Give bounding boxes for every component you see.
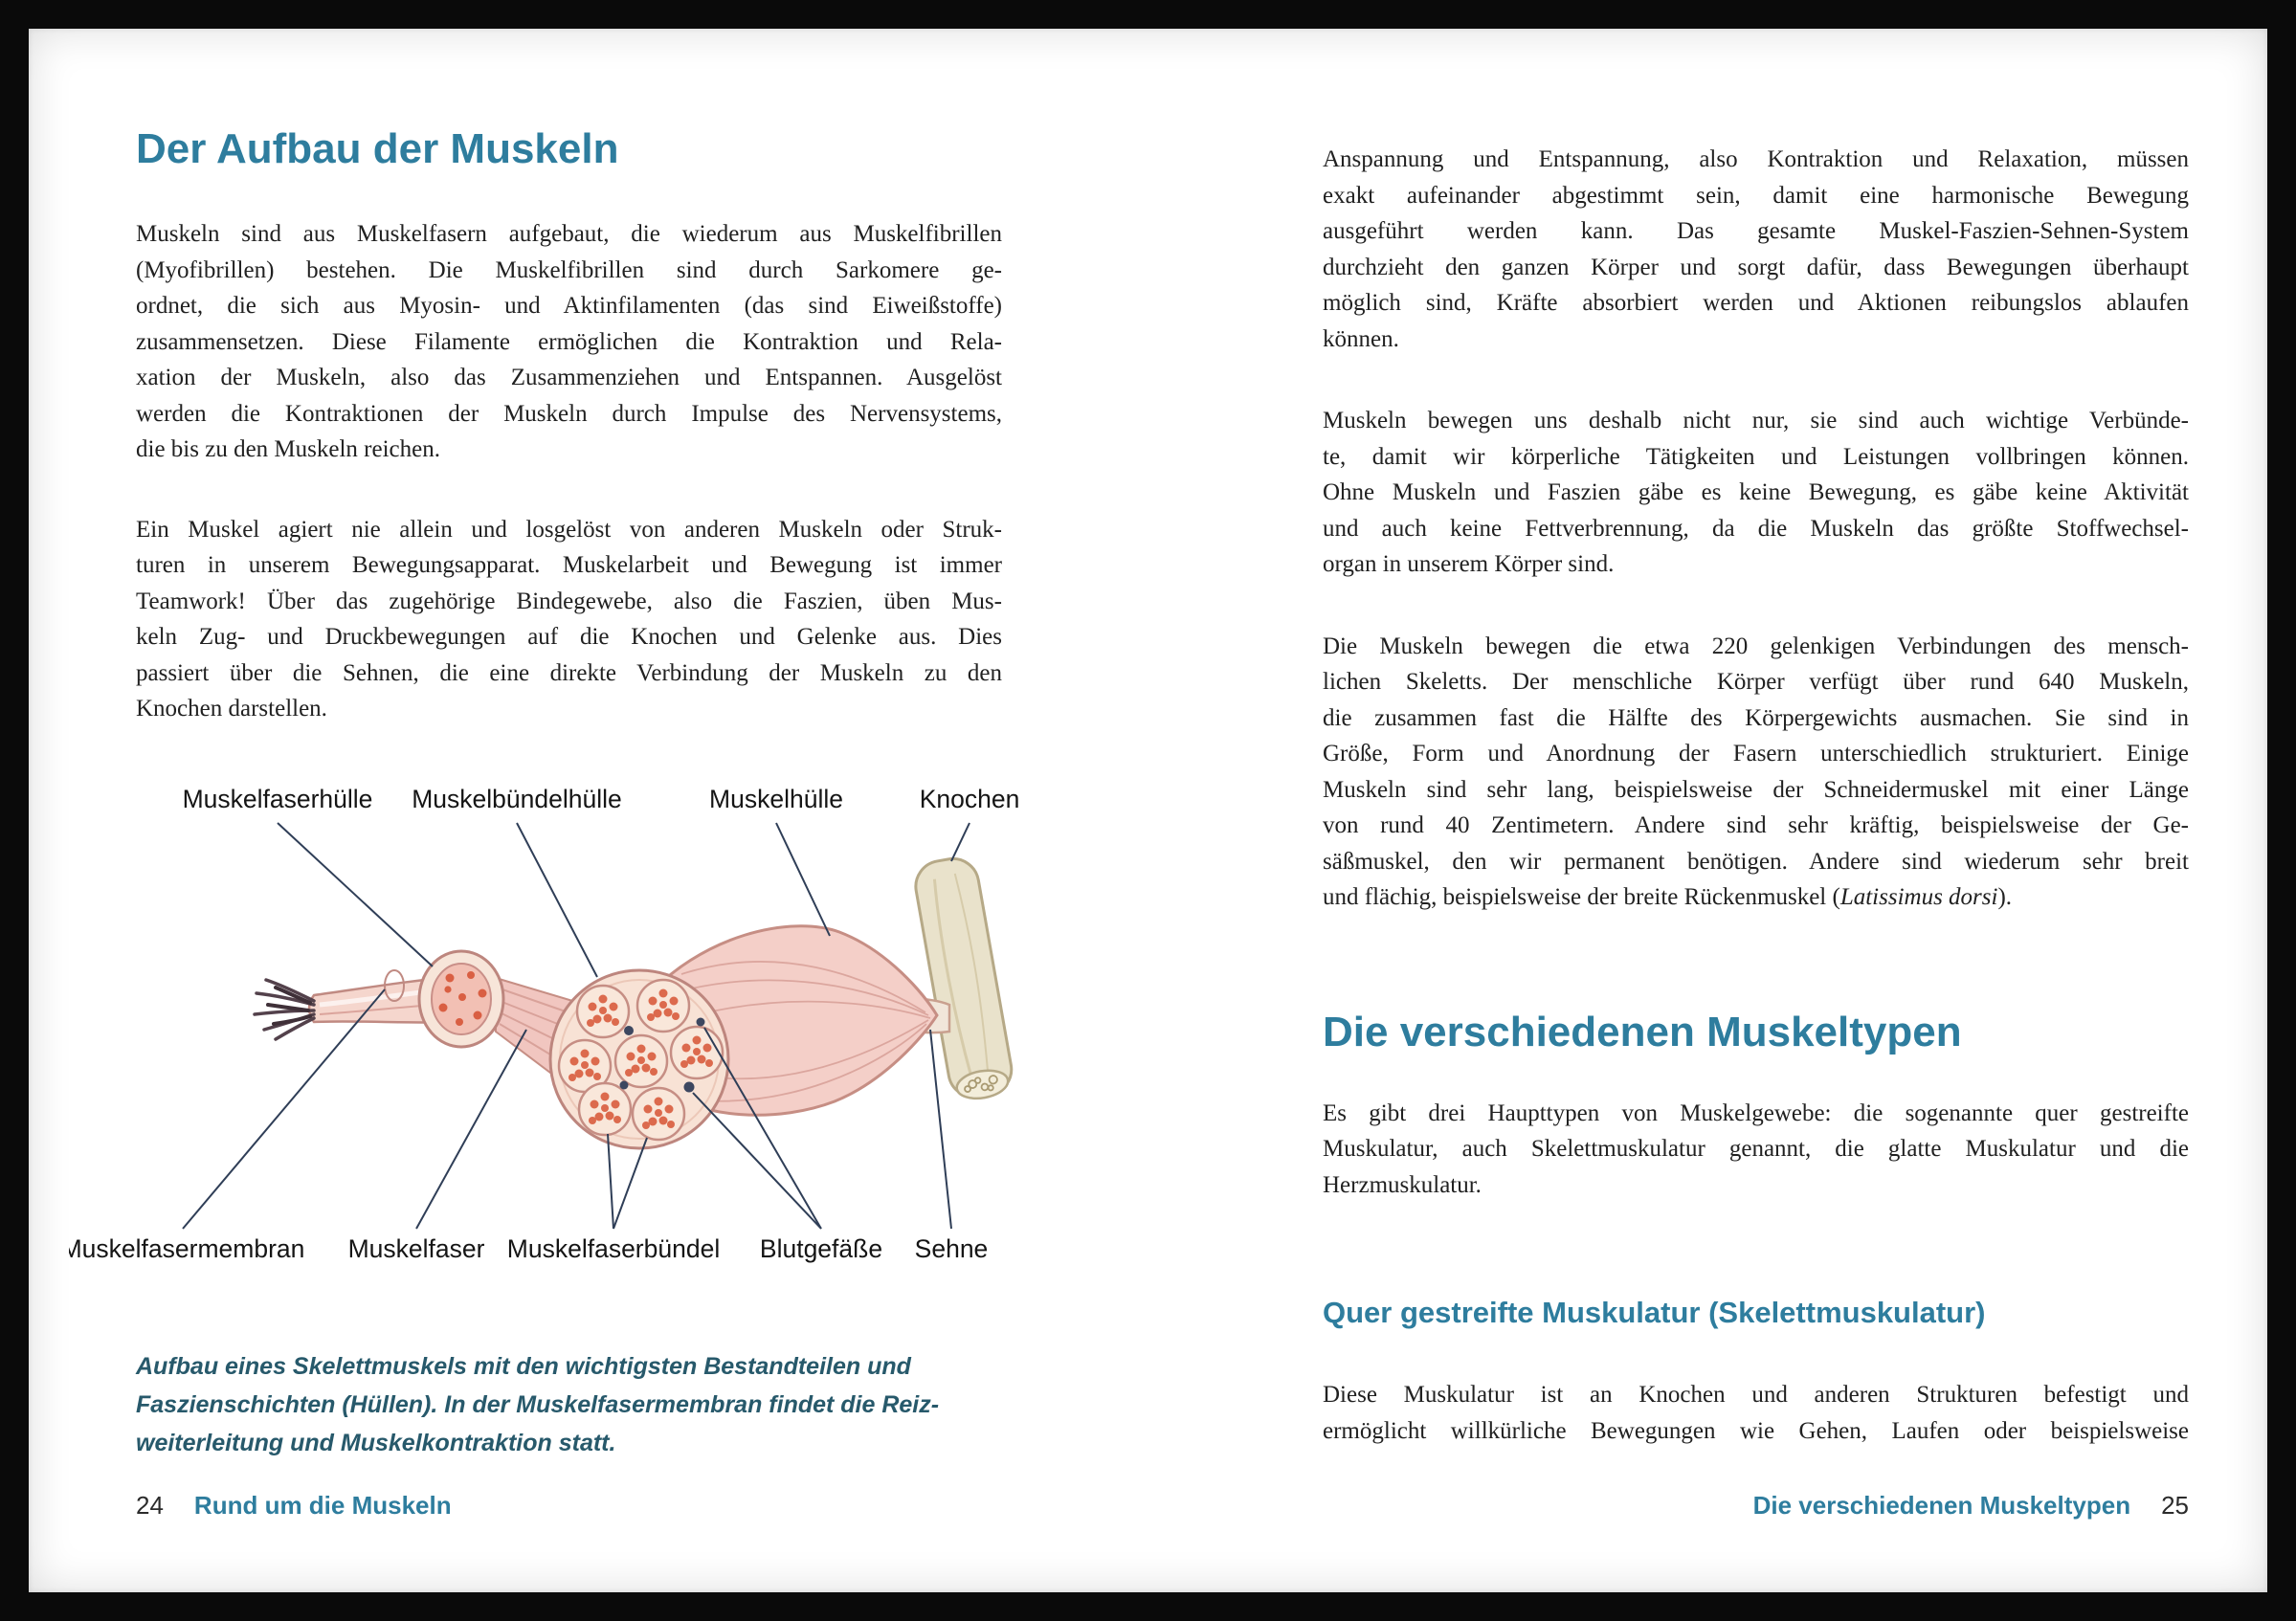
paragraph xyxy=(136,512,1002,727)
text-line: Herzmuskulatur. xyxy=(1323,1171,1482,1198)
text-line: te, damit wir körperliche Tätigkeiten und Leistungen vollbringen können. xyxy=(1323,443,2189,470)
text-line: säßmuskel, den wir permanent benötigen. Andere sind wiederum sehr breit xyxy=(1323,848,2189,875)
text-line: die zusammen fast die Hälfte des Körpergewichts ausmachen. Sie sind in xyxy=(1323,704,2189,731)
diagram-label-muskelbuendelhuelle: Muskelbündelhülle xyxy=(412,785,622,813)
text-line: werden die Kontraktionen der Muskeln durch Impulse des Nervensystems, xyxy=(136,400,1002,427)
text-line: turen in unserem Bewegungsapparat. Muskelarbeit und Bewegung ist immer xyxy=(136,552,1002,578)
text-line: Es gibt drei Haupttypen von Muskelgewebe: die sogenannte quer gestreifte xyxy=(1323,1099,2189,1126)
text-line: organ in unserem Körper sind. xyxy=(1323,551,1615,577)
muscle-diagram-svg xyxy=(69,783,1026,1319)
text-line: keln Zug- und Druckbewegungen auf die Knochen und Gelenke aus. Dies xyxy=(136,624,1002,650)
text-line: durchzieht den ganzen Körper und sorgt dafür, dass Bewegungen überhaupt xyxy=(1323,254,2189,280)
text-line: Die Muskeln bewegen die etwa 220 gelenkigen Verbindungen des mensch- xyxy=(1323,633,2189,659)
text-line: Diese Muskulatur ist an Knochen und anderen Strukturen befestigt und xyxy=(1323,1382,2189,1408)
left-page-footer xyxy=(136,1489,452,1521)
text-line: weiterleitung und Muskelkontraktion statt. xyxy=(136,1430,616,1456)
text-line: Knochen darstellen. xyxy=(136,696,327,722)
text-line: Muskeln sind sehr lang, beispielsweise der Schneidermuskel mit einer Länge xyxy=(1323,776,2189,803)
text-line: und auch keine Fettverbrennung, da die Muskeln das größte Stoffwechsel- xyxy=(1323,515,2189,542)
footer-section-title: Die verschiedenen Muskeltypen xyxy=(1752,1491,2131,1520)
muscle-cross-section-illustration xyxy=(550,970,728,1148)
diagram-label-knochen: Knochen xyxy=(919,785,1020,813)
text-line: Faszienschichten (Hüllen). In der Muskelfasermembran findet die Reiz- xyxy=(136,1391,940,1418)
page-number: 24 xyxy=(136,1491,164,1520)
text-line: Anspannung und Entspannung, also Kontraktion und Relaxation, müssen xyxy=(1323,146,2189,172)
text-line: Ein Muskel agiert nie allein und losgelöst von anderen Muskeln oder Struk- xyxy=(136,516,1002,543)
muscle-anatomy-diagram xyxy=(69,783,1026,1319)
right-page-column xyxy=(1323,142,2189,1449)
right-page-footer xyxy=(1753,1489,2189,1521)
diagram-label-muskelfasermembran: Muskelfasermembran xyxy=(69,1234,305,1263)
paragraph xyxy=(1323,1096,2189,1204)
text-line: zusammensetzen. Diese Filamente ermöglichen die Kontraktion und Rela- xyxy=(136,328,1002,355)
text-line: von rund 40 Zentimetern. Andere sind sehr kräftig, beispielsweise der Ge- xyxy=(1323,812,2189,838)
paragraph xyxy=(1323,142,2189,357)
paragraph xyxy=(1323,403,2189,583)
diagram-label-muskelfaserhuelle: Muskelfaserhülle xyxy=(182,785,373,813)
text-line: Muskulatur, auch Skelettmuskulatur genannt, die glatte Muskulatur und die xyxy=(1323,1136,2189,1162)
footer-section-title: Rund um die Muskeln xyxy=(193,1491,452,1520)
text-line: passiert über die Sehnen, die eine direkte Verbindung der Muskeln zu den xyxy=(136,659,1002,686)
text-line: exakt aufeinander abgestimmt sein, damit eine harmonische Bewegung xyxy=(1323,182,2189,209)
diagram-label-sehne: Sehne xyxy=(914,1234,989,1263)
text-line: Größe, Form und Anordnung der Fasern unterschiedlich strukturiert. Einige xyxy=(1323,741,2189,766)
left-page-column xyxy=(136,124,1002,727)
figure-caption xyxy=(136,1347,1055,1462)
page-title: Der Aufbau der Muskeln xyxy=(136,125,619,172)
paragraph xyxy=(136,216,1002,468)
section-heading: Die verschiedenen Muskeltypen xyxy=(1323,1008,1962,1055)
text-line: (Myofibrillen) bestehen. Die Muskelfibrillen sind durch Sarkomere ge- xyxy=(136,256,1002,283)
text-line: Muskeln bewegen uns deshalb nicht nur, sie sind auch wichtige Verbünde- xyxy=(1323,408,2189,433)
bone-illustration xyxy=(912,855,1016,1103)
text-line: Ohne Muskeln und Faszien gäbe es keine Bewegung, es gäbe keine Aktivität xyxy=(1323,479,2189,505)
text-line: können. xyxy=(1323,325,1399,352)
diagram-label-muskelfaser: Muskelfaser xyxy=(347,1234,485,1263)
text-line: die bis zu den Muskeln reichen. xyxy=(136,436,440,462)
diagram-label-muskelfaserbuendel: Muskelfaserbündel xyxy=(506,1234,721,1263)
paragraph xyxy=(1323,629,2189,916)
text-line: Muskeln sind aus Muskelfasern aufgebaut, die wiederum aus Muskelfibrillen xyxy=(136,221,1002,247)
text-line: ausgeführt werden kann. Das gesamte Muskel-Faszien-Sehnen-System xyxy=(1323,218,2189,244)
text-line: lichen Skeletts. Der menschliche Körper verfügt über rund 640 Muskeln, xyxy=(1323,669,2189,695)
text-line: Aufbau eines Skelettmuskels mit den wichtigsten Bestandteilen und xyxy=(136,1353,911,1380)
page-number: 25 xyxy=(2161,1491,2189,1520)
diagram-label-muskelhuelle: Muskelhülle xyxy=(709,785,843,813)
subsection-heading: Quer gestreifte Muskulatur (Skelettmuskulatur) xyxy=(1323,1296,1986,1329)
text-line: ordnet, die sich aus Myosin- und Aktinfilamenten (das sind Eiweißstoffe) xyxy=(136,293,1002,319)
paragraph xyxy=(1323,1377,2189,1449)
text-line: möglich sind, Kräfte absorbiert werden und Aktionen reibungslos ablaufen xyxy=(1323,290,2189,316)
text-line: xation der Muskeln, also das Zusammenziehen und Entspannen. Ausgelöst xyxy=(136,365,1002,390)
text-line: und flächig, beispielsweise der breite Rückenmuskel (Latissimus dorsi). xyxy=(1323,884,2013,910)
text-line: ermöglicht willkürliche Bewegungen wie Gehen, Laufen oder beispielsweise xyxy=(1323,1417,2189,1444)
diagram-label-blutgefaesse: Blutgefäße xyxy=(759,1234,883,1263)
text-line: Teamwork! Über das zugehörige Bindegewebe, also die Faszien, üben Mus- xyxy=(136,588,1002,614)
